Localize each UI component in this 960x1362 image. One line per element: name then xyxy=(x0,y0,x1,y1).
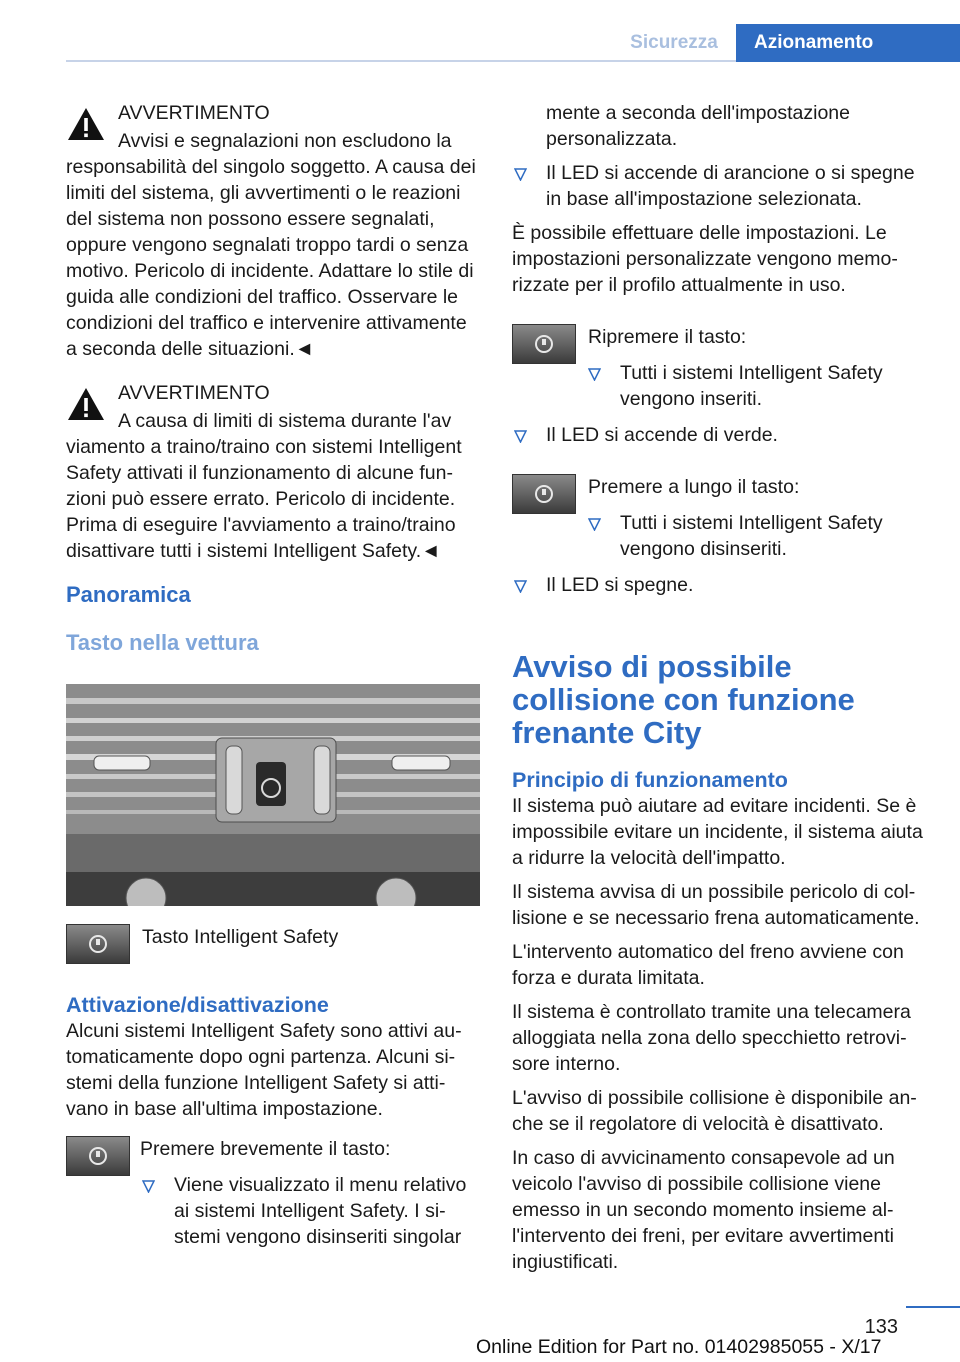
list-item xyxy=(140,1172,480,1250)
list-item xyxy=(512,572,932,598)
list-item-text: Tutti i sistemi Intelligent Safety vengono inseriti. xyxy=(620,362,883,410)
triangle-bullet-icon xyxy=(514,580,527,593)
warning-title: AVVERTIMENTO xyxy=(118,102,270,124)
intelligent-safety-button-icon xyxy=(66,1136,130,1176)
triangle-bullet-icon xyxy=(588,368,601,381)
key-caption-row xyxy=(66,924,480,970)
header-section-tab[interactable]: Sicurezza xyxy=(630,32,718,53)
left-column xyxy=(66,100,480,1250)
triangle-bullet-icon xyxy=(514,168,527,181)
collision-warning-heading: Avviso di possibile collisione con funzione frenante City xyxy=(512,649,855,750)
subheading-tasto: Tasto nella vettura xyxy=(66,630,259,655)
principio-paragraph: Il sistema avvisa di un possibile pericolo di collisione e se necessario frena automaticamente. xyxy=(512,881,920,929)
subheading-principio: Principio di funzionamento xyxy=(512,768,788,792)
triangle-bullet-icon xyxy=(588,518,601,531)
press-short-label: Premere brevemente il tasto: xyxy=(140,1138,391,1160)
warning-text xyxy=(66,128,480,362)
intelligent-safety-button-icon xyxy=(512,474,576,514)
page-number: 133 xyxy=(864,1316,898,1338)
header-chapter-tab[interactable]: Azionamento xyxy=(736,24,960,62)
triangle-bullet-icon xyxy=(514,430,527,443)
warning-body: viamento a traino/traino con sistemi Intelligent Safety attivati il funzionamento di alcune funzioni può essere errato. Pericolo di incidente. Prima di eseguire l'avviamento a traino/traino disattivare tutti i sistemi Intelligent Safety.◄ xyxy=(66,436,462,562)
press-long-label: Premere a lungo il tasto: xyxy=(588,476,800,498)
footer-rule xyxy=(906,1306,960,1308)
triangle-bullet-icon xyxy=(142,1180,155,1193)
principio-paragraph: L'intervento automatico del freno avviene con forza e durata limitata. xyxy=(512,941,904,989)
press-again-row xyxy=(512,324,932,354)
intelligent-safety-button-icon xyxy=(66,924,130,964)
warning-triangle-icon xyxy=(66,106,106,142)
key-caption: Tasto Intelligent Safety xyxy=(142,926,339,948)
attivazione-paragraph: Alcuni sistemi Intelligent Safety sono attivi automaticamente dopo ogni partenza. Alcuni sistemi della funzione Intelligent Safety si attivano in base all'ultima impostazione. xyxy=(66,1020,462,1120)
right-column xyxy=(512,100,932,1275)
dashboard-photo xyxy=(66,684,480,906)
settings-paragraph: È possibile effettuare delle impostazioni. Le impostazioni personalizzate vengono memorizzate per il profilo attualmente in uso. xyxy=(512,222,898,296)
press-again-list xyxy=(512,360,932,412)
list-item xyxy=(586,360,932,412)
continuation-text: mente a seconda dell'impostazione personalizzata. xyxy=(546,102,850,150)
list-item xyxy=(512,422,932,448)
warning-title: AVVERTIMENTO xyxy=(118,382,270,404)
led-green-list xyxy=(512,422,932,448)
warning-block-1 xyxy=(66,100,480,362)
principio-paragraph: Il sistema può aiutare ad evitare incidenti. Se è impossibile evitare un incidente, il sistema aiuta a ridurre la velocità dell'impatto. xyxy=(512,795,923,869)
list-item-text: Tutti i sistemi Intelligent Safety vengono disinseriti. xyxy=(620,512,883,560)
press-again-label: Ripremere il tasto: xyxy=(588,326,747,348)
warning-first-line: A causa di limiti di sistema durante l'av xyxy=(118,410,452,432)
list-item-text: Il LED si accende di arancione o si spegne in base all'impostazione selezionata. xyxy=(546,162,915,210)
dashboard-photo-illustration xyxy=(66,684,480,906)
principio-paragraph: L'avviso di possibile collisione è disponibile anche se il regolatore di velocità è disattivato. xyxy=(512,1087,917,1135)
press-short-row xyxy=(66,1136,480,1166)
press-short-list xyxy=(66,1172,480,1250)
press-long-list xyxy=(512,510,932,562)
list-item xyxy=(512,160,932,212)
edition-footer: Online Edition for Part no. 01402985055 - X/17 xyxy=(476,1336,882,1358)
list-item-text: Il LED si accende di verde. xyxy=(546,424,778,446)
press-long-row xyxy=(512,474,932,504)
section-heading-panoramica: Panoramica xyxy=(66,582,191,607)
principio-paragraph: Il sistema è controllato tramite una telecamera alloggiata nella zona dello specchietto retrovisore interno. xyxy=(512,1001,911,1075)
warning-body: responsabilità del singolo soggetto. A causa dei limiti del sistema, gli avvertimenti o le reazioni del sistema non possono essere segnalati, oppure vengono segnalati troppo tardi o senza motivo. Pericolo di incidente. Adattare lo stile di guida alle condizioni del traffico. Osservare le condizioni del traffico e intervenire attivamente a seconda delle situazioni.◄ xyxy=(66,156,476,360)
warning-first-line: Avvisi e segnalazioni non escludono la xyxy=(118,130,452,152)
led-off-list xyxy=(512,572,932,598)
subheading-attivazione: Attivazione/disattivazione xyxy=(66,993,329,1017)
intelligent-safety-button-icon xyxy=(512,324,576,364)
principio-paragraph: In caso di avvicinamento consapevole ad un veicolo l'avviso di possibile collisione viene emesso in un secondo momento insieme all'intervento dei freni, per evitare avvertimenti ingiustificati. xyxy=(512,1147,895,1273)
led-orange-list xyxy=(512,160,932,212)
list-item-text: Il LED si spegne. xyxy=(546,574,694,596)
list-item xyxy=(586,510,932,562)
warning-block-2 xyxy=(66,380,480,564)
warning-triangle-icon xyxy=(66,386,106,422)
warning-text xyxy=(66,408,480,564)
list-item-text: Viene visualizzato il menu relativo ai sistemi Intelligent Safety. I sistemi vengono disinseriti singolar xyxy=(174,1174,467,1248)
